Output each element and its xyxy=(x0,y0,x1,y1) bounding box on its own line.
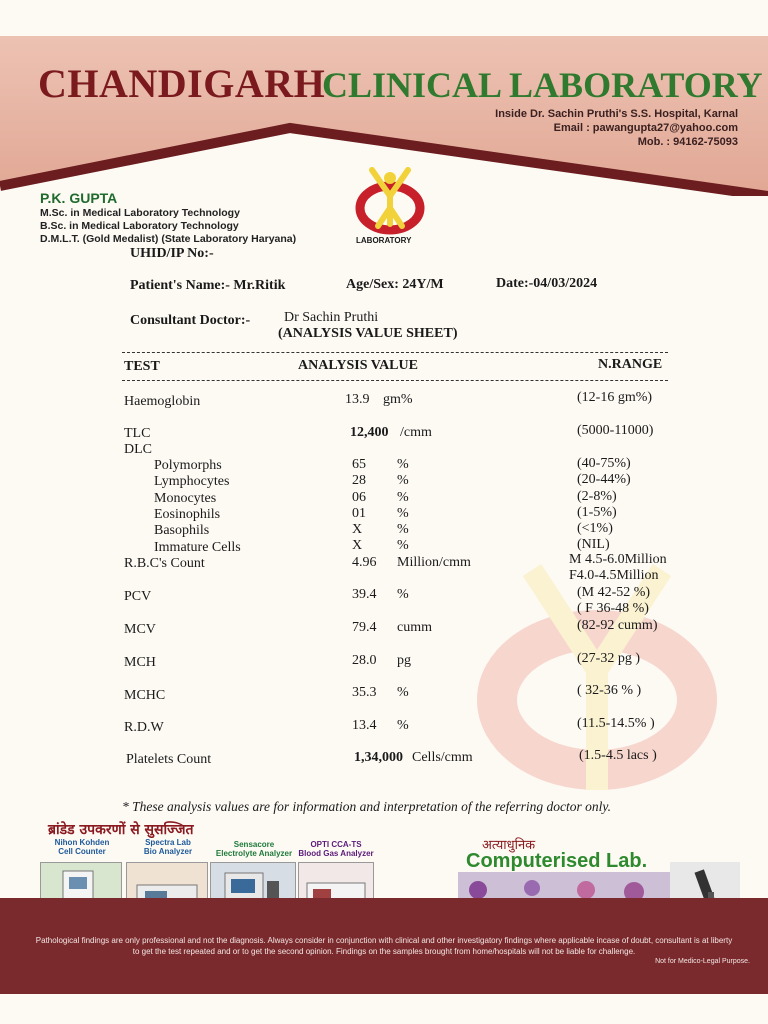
owner-qualification-1: M.Sc. in Medical Laboratory Technology xyxy=(40,207,240,219)
test-name: Polymorphs xyxy=(154,458,222,473)
test-value: 28.0 xyxy=(352,653,377,668)
test-unit: /cmm xyxy=(400,425,432,440)
test-name: Monocytes xyxy=(154,491,217,506)
test-range: (<1%) xyxy=(577,521,613,536)
uhid-label: UHID/IP No:- xyxy=(130,246,214,261)
test-range: (NIL) xyxy=(577,537,610,552)
equipment-label xyxy=(124,838,212,856)
test-unit: Million/cmm xyxy=(397,555,471,570)
test-range-female: F4.0-4.5Million xyxy=(569,568,659,583)
disclaimer: * These analysis values are for information and interpretation of the referring doctor only. xyxy=(122,799,611,814)
owner-name: P.K. GUPTA xyxy=(40,190,118,206)
computerised-lab-label: Computerised Lab. xyxy=(466,850,648,872)
test-range: (40-75%) xyxy=(577,456,631,471)
age-sex: Age/Sex: 24Y/M xyxy=(346,277,444,292)
test-name: R.D.W xyxy=(124,720,164,735)
equipment-label xyxy=(206,840,302,858)
test-range: (5000-11000) xyxy=(577,423,654,438)
test-name: MCHC xyxy=(124,688,166,703)
lab-name-part2: CLINICAL LABORATORY xyxy=(322,65,763,105)
lab-name-part1: CHANDIGARH xyxy=(38,61,326,106)
test-unit: % xyxy=(397,522,409,537)
col-value-header: ANALYSIS VALUE xyxy=(298,358,418,373)
test-name: TLC xyxy=(124,426,151,441)
equipment-label xyxy=(294,840,378,858)
lab-address: Inside Dr. Sachin Pruthi's S.S. Hospital, Karnal xyxy=(495,108,738,120)
test-unit: % xyxy=(397,538,409,553)
col-range-header: N.RANGE xyxy=(598,357,663,372)
test-range: (12-16 gm%) xyxy=(577,390,653,405)
equipment-label-line1: Spectra Lab xyxy=(145,838,191,847)
modern-hindi-label: अत्याधुनिक xyxy=(482,838,536,853)
owner-qualification-2: B.Sc. in Medical Laboratory Technology xyxy=(40,220,239,232)
lab-mobile: Mob. : 94162-75093 xyxy=(637,136,738,148)
test-value: 35.3 xyxy=(352,685,377,700)
test-name: Haemoglobin xyxy=(124,394,201,409)
test-unit: % xyxy=(397,473,409,488)
owner-qualification-3: D.M.L.T. (Gold Medalist) (State Laboratory Haryana) xyxy=(40,233,297,245)
test-range: M 4.5-6.0Million xyxy=(569,552,667,567)
test-range-female: ( F 36-48 %) xyxy=(577,601,649,616)
equipment-label xyxy=(42,838,122,856)
test-name: Lymphocytes xyxy=(154,474,230,489)
footer-band xyxy=(0,898,768,994)
test-name: MCV xyxy=(124,622,156,637)
test-name: Basophils xyxy=(154,523,210,538)
test-name: MCH xyxy=(124,655,156,670)
test-name: Eosinophils xyxy=(154,507,221,522)
test-value: 79.4 xyxy=(352,620,377,635)
test-value: 65 xyxy=(352,457,366,472)
equipment-label-line2: Cell Counter xyxy=(58,847,106,856)
test-value: 1,34,000 xyxy=(354,750,403,765)
footer-note-line2: to get the test repeated and or to get the second opinion. Findings on the samples brought from home/hospitals will not be liable for challenge. xyxy=(132,947,636,956)
test-value: X xyxy=(352,538,363,553)
test-unit: pg xyxy=(397,653,411,668)
equipment-label-line1: Sensacore xyxy=(233,840,275,849)
test-value: X xyxy=(352,522,363,537)
divider xyxy=(122,380,668,381)
test-unit: cumm xyxy=(397,620,432,635)
medico-legal-note: Not for Medico-Legal Purpose. xyxy=(655,958,750,965)
sheet-title: (ANALYSIS VALUE SHEET) xyxy=(278,326,458,341)
test-group-label: DLC xyxy=(124,442,152,457)
test-range: (1-5%) xyxy=(577,505,617,520)
test-value: 13.9 xyxy=(345,392,370,407)
test-value: 01 xyxy=(352,506,366,521)
test-unit: % xyxy=(397,718,409,733)
test-unit: % xyxy=(397,490,409,505)
test-value: 28 xyxy=(352,473,366,488)
divider xyxy=(122,352,668,353)
col-test-header: TEST xyxy=(124,359,160,374)
test-value: 12,400 xyxy=(350,425,389,440)
patient-name: Patient's Name:- Mr.Ritik xyxy=(130,278,286,293)
test-range: (1.5-4.5 lacs ) xyxy=(579,748,657,763)
test-range: ( 32-36 % ) xyxy=(577,683,642,698)
test-range: (2-8%) xyxy=(577,489,617,504)
test-unit: % xyxy=(397,457,409,472)
footer-note-line1: Pathological findings are only professional and not the diagnosis. Always consider in conjunction with clinical and other investigatory findings where applicable incase of doubt, consultant is at liberty xyxy=(35,936,733,945)
test-range: (11.5-14.5% ) xyxy=(577,716,655,731)
test-range: (M 42-52 %) xyxy=(577,585,651,600)
test-value: 06 xyxy=(352,490,366,505)
equipment-label-line2: Blood Gas Analyzer xyxy=(298,849,374,858)
equipment-heading-hindi: ब्रांडेड उपकरणों से सुसज्जित xyxy=(48,822,194,838)
logo-caption: LABORATORY xyxy=(356,236,412,245)
test-range: (20-44%) xyxy=(577,472,631,487)
test-unit: % xyxy=(397,587,409,602)
test-range: (82-92 cumm) xyxy=(577,618,658,633)
test-value: 13.4 xyxy=(352,718,377,733)
equipment-label-line2: Bio Analyzer xyxy=(143,847,193,856)
equipment-label-line1: OPTI CCA-TS xyxy=(310,840,362,849)
test-name: Platelets Count xyxy=(126,752,212,767)
consultant-name: Dr Sachin Pruthi xyxy=(284,310,379,325)
consultant-label: Consultant Doctor:- xyxy=(130,313,251,328)
test-unit: Cells/cmm xyxy=(412,750,473,765)
test-value: 4.96 xyxy=(352,555,377,570)
equipment-label-line2: Electrolyte Analyzer xyxy=(215,849,293,858)
test-name: R.B.C's Count xyxy=(124,556,205,571)
test-name: Immature Cells xyxy=(154,540,241,555)
lab-logo-icon xyxy=(350,166,430,238)
test-name: PCV xyxy=(124,589,152,604)
test-value: 39.4 xyxy=(352,587,377,602)
test-unit: gm% xyxy=(383,392,413,407)
report-date: Date:-04/03/2024 xyxy=(496,276,598,291)
test-unit: % xyxy=(397,506,409,521)
equipment-label-line1: Nihon Kohden xyxy=(54,838,110,847)
lab-email: Email : pawangupta27@yahoo.com xyxy=(553,122,738,134)
test-unit: % xyxy=(397,685,409,700)
test-range: (27-32 pg ) xyxy=(577,651,640,666)
